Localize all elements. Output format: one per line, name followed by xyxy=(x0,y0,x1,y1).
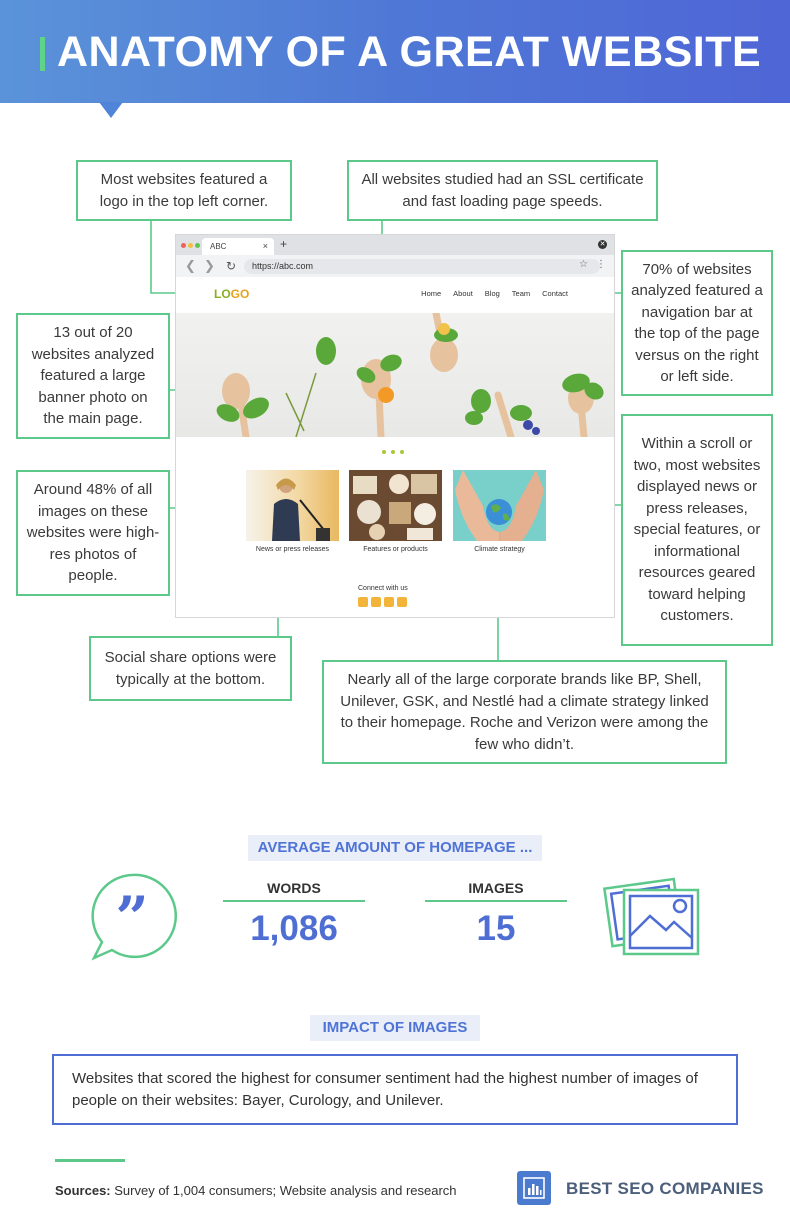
images-label: IMAGES xyxy=(468,880,524,896)
stats-title: AVERAGE AMOUNT OF HOMEPAGE ... xyxy=(248,835,542,861)
site-logo[interactable] xyxy=(214,287,249,301)
callout-climate: Nearly all of the large corporate brands like BP, Shell, Unilever, GSK, and Nestlé had a climate strategy linked to their homepage. Roche and Verizon were among the few who didn’t. xyxy=(322,660,727,764)
menu-kebab-icon[interactable]: ⋮ xyxy=(596,259,606,270)
callout-social-share: Social share options were typically at the bottom. xyxy=(89,636,292,701)
tab-close-icon[interactable]: × xyxy=(262,241,268,251)
feature-card-products[interactable] xyxy=(349,470,442,553)
products-photo xyxy=(349,470,442,541)
logo-part-a: LO xyxy=(214,287,231,301)
callout-banner: 13 out of 20 websites analyzed featured a large banner photo on the main page. xyxy=(16,313,170,439)
url-field[interactable]: https://abc.com xyxy=(244,259,600,274)
brand-name: BEST SEO COMPANIES xyxy=(566,1179,764,1198)
connect-label: Connect with us xyxy=(358,585,408,592)
words-value: 1,086 xyxy=(250,909,338,948)
sources-text xyxy=(55,1183,457,1198)
page-title: ANATOMY OF A GREAT WEBSITE xyxy=(57,28,762,76)
forward-icon[interactable]: ❯ xyxy=(204,258,215,273)
images-underline xyxy=(425,900,567,902)
photos-icon xyxy=(600,872,702,958)
feature-caption-products: Features or products xyxy=(363,546,428,553)
banner-photo xyxy=(176,313,614,437)
window-minimize-dot xyxy=(188,243,193,248)
site-navigation xyxy=(421,289,568,298)
impact-text: Websites that scored the highest for consumer sentiment had the highest number of images of people on their websites: Bayer, Curology, and Unilever. xyxy=(52,1054,738,1125)
social-profile-icon[interactable] xyxy=(397,597,407,607)
close-window-icon[interactable]: ✕ xyxy=(599,241,606,248)
feature-caption-climate: Climate strategy xyxy=(474,546,525,553)
impact-title: IMPACT OF IMAGES xyxy=(310,1015,480,1041)
nav-contact[interactable]: Contact xyxy=(542,289,568,298)
quote-glyph: ” xyxy=(115,884,149,952)
nav-about[interactable]: About xyxy=(453,289,473,298)
reload-icon[interactable]: ↻ xyxy=(226,259,237,273)
browser-tab[interactable] xyxy=(202,238,274,255)
climate-photo xyxy=(453,470,546,541)
nav-blog[interactable]: Blog xyxy=(484,289,500,298)
feature-caption-news: News or press releases xyxy=(255,546,330,553)
quote-bubble-icon xyxy=(88,872,178,964)
callout-logo: Most websites featured a logo in the top left corner. xyxy=(76,160,292,221)
browser-mockup xyxy=(175,234,615,618)
sources-accent-line xyxy=(55,1159,125,1162)
callout-ssl: All websites studied had an SSL certificate and fast loading page speeds. xyxy=(347,160,658,221)
images-value: 15 xyxy=(476,909,516,948)
callout-scroll: Within a scroll or two, most websites displayed news or press releases, special features, or informational resources geared toward helping customers. xyxy=(621,414,773,646)
words-label: WORDS xyxy=(267,880,321,896)
back-icon[interactable]: ❮ xyxy=(185,258,196,273)
feature-card-climate[interactable] xyxy=(453,470,546,553)
news-photo xyxy=(246,470,339,541)
callout-people-photos: Around 48% of all images on these websites were high-res photos of people. xyxy=(16,470,170,596)
nav-home[interactable]: Home xyxy=(421,289,442,298)
callout-navigation: 70% of websites analyzed featured a navigation bar at the top of the page versus on the right or left side. xyxy=(621,250,773,396)
social-share-icons xyxy=(358,597,407,607)
star-icon[interactable]: ☆ xyxy=(579,259,588,270)
browser-tab-title: ABC xyxy=(210,242,227,251)
feature-card-news[interactable] xyxy=(246,470,339,553)
window-close-dot xyxy=(181,243,186,248)
carousel-dots[interactable] xyxy=(382,441,412,447)
browser-tab-bar xyxy=(176,235,614,255)
sources-label: Sources: xyxy=(55,1183,111,1198)
window-maximize-dot xyxy=(195,243,200,248)
social-email-icon[interactable] xyxy=(358,597,368,607)
words-underline xyxy=(223,900,365,902)
nav-team[interactable]: Team xyxy=(511,289,531,298)
social-comment-icon[interactable] xyxy=(384,597,394,607)
social-chat-icon[interactable] xyxy=(371,597,381,607)
logo-part-b: GO xyxy=(230,287,250,301)
new-tab-icon[interactable]: + xyxy=(280,237,288,251)
bar-chart-icon xyxy=(517,1171,551,1205)
sources-detail: Survey of 1,004 consumers; Website analysis and research xyxy=(110,1183,457,1198)
address-bar-row xyxy=(176,255,614,277)
